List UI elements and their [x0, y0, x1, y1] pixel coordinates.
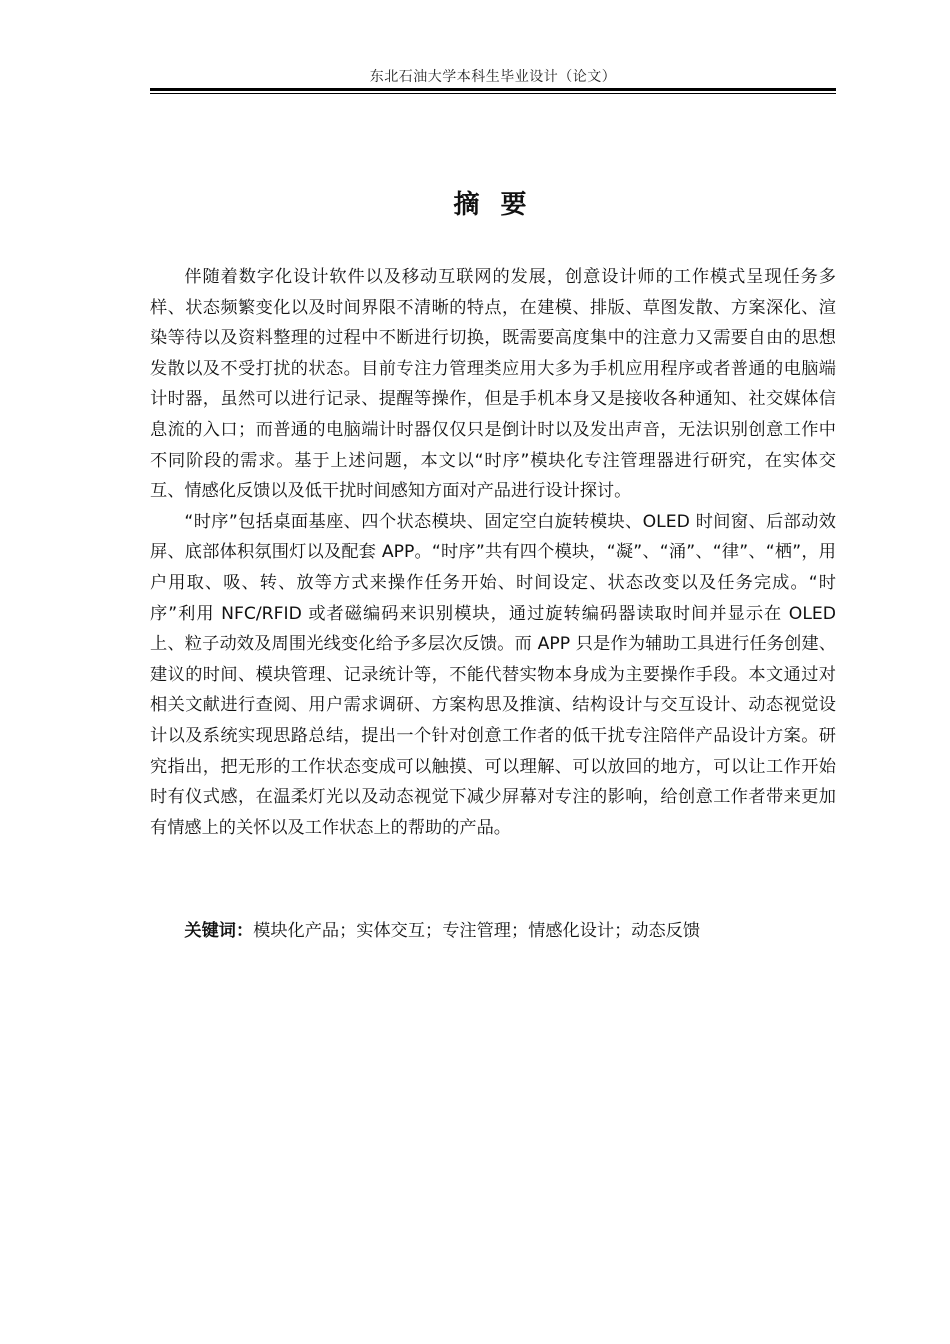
keywords-text: 模块化产品；实体交互；专注管理；情感化设计；动态反馈 [253, 921, 701, 941]
abstract-paragraph-2: “时序”包括桌面基座、四个状态模块、固定空白旋转模块、OLED 时间窗、后部动效屏、底部体积氛围灯以及配套 APP。“时序”共有四个模块，“凝”、“涌”、“律”、“栖”，用户用取、吸、转、放等方式来操作任务开始、时间设定、状态改变以及任务完成。“时序”利用 NFC/RFID 或者磁编码来识别模块，通过旋转编码器读取时间并显示在 OLED 上、粒子动效及周围光线变化给予多层次反馈。而 APP 只是作为辅助工具进行任务创建、建议的时间、模块管理、记录统计等，不能代替实物本身成为主要操作手段。本文通过对相关文献进行查阅、用户需求调研、方案构思及推演、结构设计与交互设计、动态视觉设计以及系统实现思路总结，提出一个针对创意工作者的低干扰专注陪伴产品设计方案。研究指出，把无形的工作状态变成可以触摸、可以理解、可以放回的地方，可以让工作开始时有仪式感，在温柔灯光以及动态视觉下减少屏幕对专注的影响，给创意工作者带来更加有情感上的关怀以及工作状态上的帮助的产品。 [150, 511, 836, 838]
abstract-paragraph-1: 伴随着数字化设计软件以及移动互联网的发展，创意设计师的工作模式呈现任务多样、状态频繁变化以及时间界限不清晰的特点，在建模、排版、草图发散、方案深化、渲染等待以及资料整理的过程中不断进行切换，既需要高度集中的注意力又需要自由的思想发散以及不受打扰的状态。目前专注力管理类应用大多为手机应用程序或者普通的电脑端计时器，虽然可以进行记录、提醒等操作，但是手机本身又是接收各种通知、社交媒体信息流的入口；而普通的电脑端计时器仅仅只是倒计时以及发出声音，无法识别创意工作中不同阶段的需求。基于上述问题，本文以“时序”模块化专注管理器进行研究，在实体交互、情感化反馈以及低干扰时间感知方面对产品进行设计探讨。 [150, 267, 836, 502]
header-rule-thin [150, 93, 836, 94]
abstract-body [150, 262, 836, 843]
running-header: 东北石油大学本科生毕业设计（论文） [369, 69, 617, 85]
keywords-label: 关键词： [184, 921, 254, 941]
keywords-line [150, 916, 836, 946]
header-rule-thick [150, 88, 836, 91]
abstract-title: 摘 要 [453, 190, 533, 220]
